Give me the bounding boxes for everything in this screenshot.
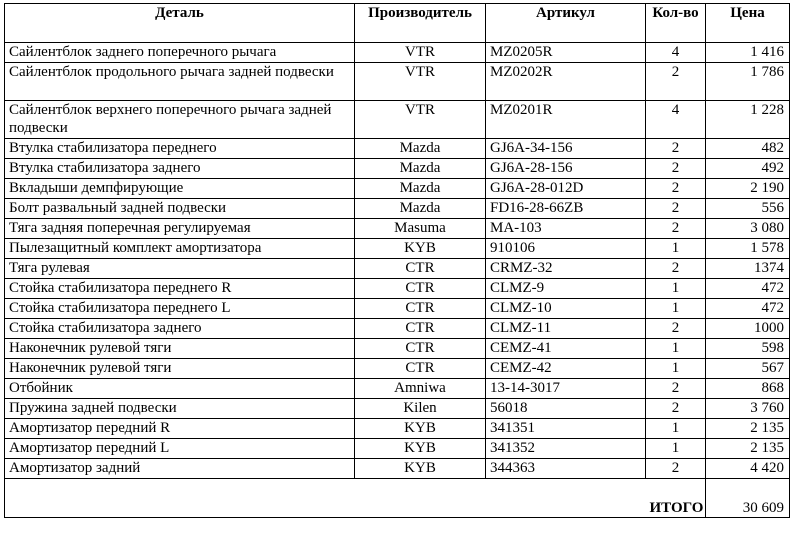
- table-row: [5, 459, 790, 479]
- header-price: Цена: [706, 4, 790, 43]
- cell-price: 1000: [706, 319, 790, 339]
- cell-manufacturer: Mazda: [355, 199, 486, 219]
- cell-price: 1 228: [706, 101, 790, 139]
- table-row: [5, 179, 790, 199]
- cell-qty: 4: [646, 43, 706, 63]
- cell-article: CEMZ-42: [486, 359, 646, 379]
- cell-part: Стойка стабилизатора переднего R: [5, 279, 355, 299]
- cell-part: Сайлентблок продольного рычага задней подвески: [5, 63, 355, 101]
- cell-article: FD16-28-66ZB: [486, 199, 646, 219]
- cell-manufacturer: VTR: [355, 101, 486, 139]
- table-row: [5, 139, 790, 159]
- cell-qty: 4: [646, 101, 706, 139]
- cell-manufacturer: Amniwa: [355, 379, 486, 399]
- cell-article: 341351: [486, 419, 646, 439]
- cell-price: 1 786: [706, 63, 790, 101]
- cell-manufacturer: CTR: [355, 279, 486, 299]
- cell-article: CLMZ-9: [486, 279, 646, 299]
- cell-manufacturer: VTR: [355, 43, 486, 63]
- cell-manufacturer: CTR: [355, 299, 486, 319]
- cell-part: Наконечник рулевой тяги: [5, 359, 355, 379]
- table-row: [5, 379, 790, 399]
- table-row: [5, 63, 790, 101]
- cell-price: 2 135: [706, 439, 790, 459]
- cell-manufacturer: Kilen: [355, 399, 486, 419]
- cell-manufacturer: CTR: [355, 319, 486, 339]
- cell-article: 13-14-3017: [486, 379, 646, 399]
- cell-article: 56018: [486, 399, 646, 419]
- cell-price: 3 080: [706, 219, 790, 239]
- cell-qty: 1: [646, 279, 706, 299]
- cell-manufacturer: CTR: [355, 259, 486, 279]
- table-row: [5, 319, 790, 339]
- table-row: [5, 419, 790, 439]
- cell-manufacturer: KYB: [355, 439, 486, 459]
- cell-article: GJ6A-34-156: [486, 139, 646, 159]
- table-row: [5, 199, 790, 219]
- total-spacer: [5, 479, 646, 518]
- header-manufacturer: Производитель: [355, 4, 486, 43]
- cell-qty: 1: [646, 299, 706, 319]
- cell-article: 341352: [486, 439, 646, 459]
- cell-article: GJ6A-28-012D: [486, 179, 646, 199]
- cell-price: 1374: [706, 259, 790, 279]
- cell-part: Амортизатор задний: [5, 459, 355, 479]
- cell-article: CEMZ-41: [486, 339, 646, 359]
- cell-price: 567: [706, 359, 790, 379]
- table-header-row: [5, 4, 790, 43]
- cell-qty: 1: [646, 419, 706, 439]
- cell-article: MZ0202R: [486, 63, 646, 101]
- table-row: [5, 299, 790, 319]
- cell-manufacturer: Mazda: [355, 179, 486, 199]
- cell-part: Пружина задней подвески: [5, 399, 355, 419]
- cell-price: 472: [706, 279, 790, 299]
- cell-part: Втулка стабилизатора заднего: [5, 159, 355, 179]
- cell-manufacturer: Mazda: [355, 159, 486, 179]
- cell-qty: 1: [646, 239, 706, 259]
- total-value: 30 609: [706, 479, 790, 518]
- cell-manufacturer: CTR: [355, 359, 486, 379]
- cell-part: Сайлентблок заднего поперечного рычага: [5, 43, 355, 63]
- table-row: [5, 399, 790, 419]
- cell-qty: 2: [646, 199, 706, 219]
- cell-qty: 2: [646, 139, 706, 159]
- cell-article: MZ0201R: [486, 101, 646, 139]
- cell-qty: 2: [646, 379, 706, 399]
- table-row: [5, 101, 790, 139]
- cell-price: 1 416: [706, 43, 790, 63]
- cell-price: 1 578: [706, 239, 790, 259]
- cell-article: 344363: [486, 459, 646, 479]
- table-row: [5, 359, 790, 379]
- cell-price: 482: [706, 139, 790, 159]
- header-article: Артикул: [486, 4, 646, 43]
- cell-part: Сайлентблок верхнего поперечного рычага задней подвески: [5, 101, 355, 139]
- table-row: [5, 339, 790, 359]
- header-qty: Кол-во: [646, 4, 706, 43]
- cell-article: 910106: [486, 239, 646, 259]
- table-row: [5, 259, 790, 279]
- table-row: [5, 43, 790, 63]
- cell-part: Амортизатор передний L: [5, 439, 355, 459]
- cell-manufacturer: Mazda: [355, 139, 486, 159]
- cell-part: Тяга рулевая: [5, 259, 355, 279]
- table-row: [5, 219, 790, 239]
- table-row: [5, 279, 790, 299]
- cell-qty: 2: [646, 159, 706, 179]
- table-body: [5, 43, 790, 479]
- cell-price: 472: [706, 299, 790, 319]
- cell-qty: 1: [646, 439, 706, 459]
- total-row: [5, 479, 790, 518]
- parts-table: [4, 3, 790, 518]
- header-part: Деталь: [5, 4, 355, 43]
- cell-price: 556: [706, 199, 790, 219]
- cell-qty: 2: [646, 179, 706, 199]
- cell-qty: 2: [646, 219, 706, 239]
- cell-manufacturer: KYB: [355, 239, 486, 259]
- cell-price: 2 190: [706, 179, 790, 199]
- cell-part: Наконечник рулевой тяги: [5, 339, 355, 359]
- cell-price: 4 420: [706, 459, 790, 479]
- cell-article: CLMZ-11: [486, 319, 646, 339]
- cell-price: 598: [706, 339, 790, 359]
- cell-manufacturer: KYB: [355, 419, 486, 439]
- cell-manufacturer: CTR: [355, 339, 486, 359]
- cell-article: MZ0205R: [486, 43, 646, 63]
- cell-price: 3 760: [706, 399, 790, 419]
- cell-part: Тяга задняя поперечная регулируемая: [5, 219, 355, 239]
- cell-article: MA-103: [486, 219, 646, 239]
- cell-qty: 2: [646, 319, 706, 339]
- cell-qty: 2: [646, 259, 706, 279]
- cell-article: CLMZ-10: [486, 299, 646, 319]
- cell-part: Стойка стабилизатора заднего: [5, 319, 355, 339]
- table-row: [5, 239, 790, 259]
- cell-part: Втулка стабилизатора переднего: [5, 139, 355, 159]
- cell-qty: 2: [646, 459, 706, 479]
- cell-price: 868: [706, 379, 790, 399]
- cell-part: Вкладыши демпфирующие: [5, 179, 355, 199]
- cell-manufacturer: KYB: [355, 459, 486, 479]
- cell-part: Болт развальный задней подвески: [5, 199, 355, 219]
- cell-price: 492: [706, 159, 790, 179]
- table-row: [5, 439, 790, 459]
- cell-article: CRMZ-32: [486, 259, 646, 279]
- cell-manufacturer: Masuma: [355, 219, 486, 239]
- cell-part: Пылезащитный комплект амортизатора: [5, 239, 355, 259]
- cell-qty: 2: [646, 63, 706, 101]
- cell-qty: 1: [646, 359, 706, 379]
- cell-part: Амортизатор передний R: [5, 419, 355, 439]
- cell-part: Отбойник: [5, 379, 355, 399]
- cell-price: 2 135: [706, 419, 790, 439]
- total-label: ИТОГО: [646, 479, 706, 518]
- cell-part: Стойка стабилизатора переднего L: [5, 299, 355, 319]
- cell-qty: 2: [646, 399, 706, 419]
- table-row: [5, 159, 790, 179]
- cell-qty: 1: [646, 339, 706, 359]
- cell-manufacturer: VTR: [355, 63, 486, 101]
- cell-article: GJ6A-28-156: [486, 159, 646, 179]
